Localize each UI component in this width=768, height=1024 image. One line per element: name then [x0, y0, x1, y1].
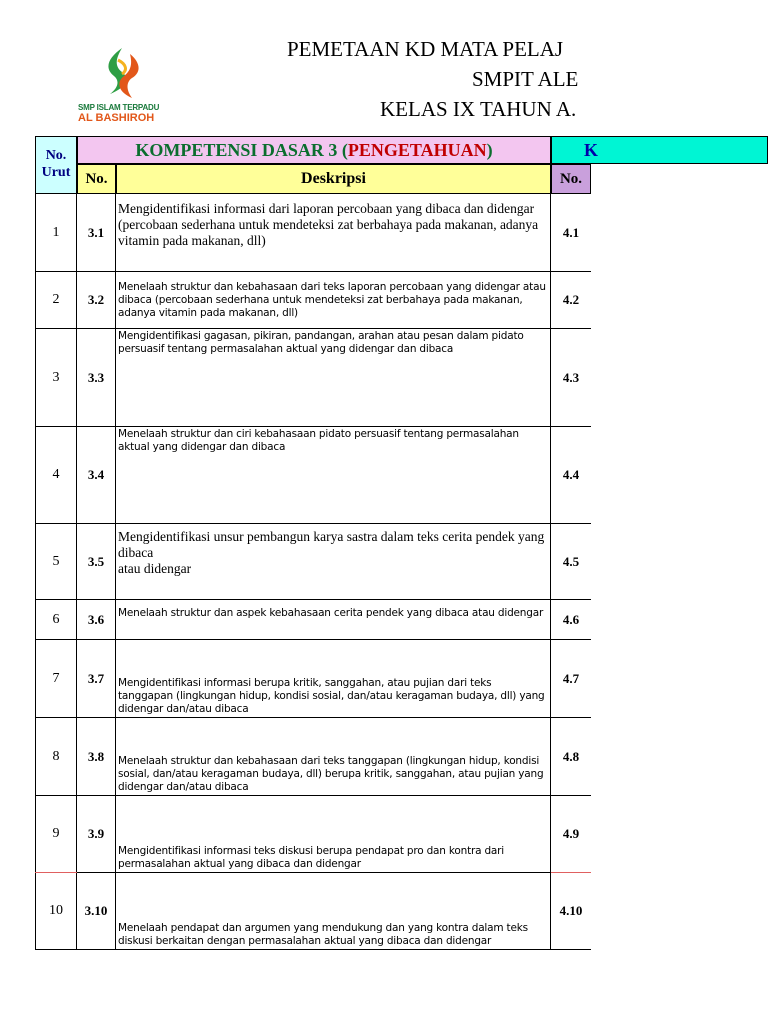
- row-3-no-urut: 3: [35, 329, 77, 427]
- row-8-no-urut: 8: [35, 718, 77, 796]
- title-line-3: KELAS IX TAHUN A.: [380, 97, 577, 121]
- row-6-no-urut: 6: [35, 600, 77, 640]
- row-9-deskripsi: [116, 796, 551, 873]
- row-7-kd4-no: 4.7: [551, 640, 591, 718]
- row-9-kd3-no: 3.9: [77, 796, 116, 873]
- row-1-no-urut: 1: [35, 194, 77, 272]
- deskripsi-text: Menelaah struktur dan kebahasaan dari teks laporan percobaan yang didengar atau dibaca (percobaan sederhana untuk mendeteksi zat berbahaya pada makanan, adanya vitamin pada makanan, dll): [118, 280, 546, 319]
- row-7-no-urut: 7: [35, 640, 77, 718]
- col-header-no-urut: No. Urut: [35, 136, 77, 194]
- row-6-kd4-no: 4.6: [551, 600, 591, 640]
- row-4-kd3-no: 3.4: [77, 427, 116, 524]
- row-5-kd3-no: 3.5: [77, 524, 116, 600]
- col-header-deskripsi: Deskripsi: [116, 164, 551, 194]
- deskripsi-text: Mengidentifikasi informasi berupa kritik, sanggahan, atau pujian dari teks tanggapan (lingkungan hidup, kondisi sosial, dan/atau keragaman budaya, dll) yang didengar dan/atau dibaca: [118, 677, 545, 715]
- title-line-2: SMPIT ALE: [472, 67, 579, 91]
- row-4-deskripsi: [116, 427, 551, 524]
- row-5-kd4-no: 4.5: [551, 524, 591, 600]
- col-header-no4: No.: [551, 164, 591, 194]
- deskripsi-text: Menelaah struktur dan ciri kebahasaan pidato persuasif tentang permasalahan aktual yang didengar dan dibaca: [118, 428, 519, 453]
- row-8-deskripsi: [116, 718, 551, 796]
- col-header-kd4: K: [551, 136, 768, 164]
- row-1-kd3-no: 3.1: [77, 194, 116, 272]
- divider: [551, 872, 591, 873]
- kd3-header-prefix: KOMPETENSI DASAR 3 (: [135, 140, 348, 160]
- kd3-header-highlight: PENGETAHUAN: [347, 140, 487, 160]
- row-3-deskripsi: [116, 329, 551, 427]
- title-line-1: PEMETAAN KD MATA PELAJ: [287, 37, 564, 61]
- row-8-kd4-no: 4.8: [551, 718, 591, 796]
- deskripsi-text: Menelaah struktur dan aspek kebahasaan cerita pendek yang dibaca atau didengar: [118, 607, 544, 619]
- deskripsi-text: Menelaah pendapat dan argumen yang mendukung dan yang kontra dalam teks diskusi berkaitan dengan permasalahan aktual yang dibaca dan didengar: [118, 922, 528, 947]
- row-7-kd3-no: 3.7: [77, 640, 116, 718]
- row-6-deskripsi: [116, 600, 551, 640]
- deskripsi-text: Mengidentifikasi informasi teks diskusi berupa pendapat pro dan kontra dari permasalahan aktual yang dibaca dan didengar: [118, 845, 505, 870]
- row-2-deskripsi: [116, 272, 551, 329]
- row-3-kd4-no: 4.3: [551, 329, 591, 427]
- row-10-no-urut: 10: [35, 873, 77, 950]
- col-header-no: No.: [77, 164, 116, 194]
- row-5-no-urut: 5: [35, 524, 77, 600]
- logo-text-top: SMP ISLAM TERPADU: [78, 103, 160, 112]
- row-2-no-urut: 2: [35, 272, 77, 329]
- col-header-kd3: [77, 136, 551, 164]
- row-1-kd4-no: 4.1: [551, 194, 591, 272]
- row-5-deskripsi: [116, 524, 551, 600]
- row-9-no-urut: 9: [35, 796, 77, 873]
- deskripsi-text: Mengidentifikasi unsur pembangun karya sastra dalam teks cerita pendek yang dibaca atau didengar: [118, 529, 545, 576]
- logo-text-bottom: AL BASHIROH: [78, 112, 155, 124]
- row-3-kd3-no: 3.3: [77, 329, 116, 427]
- row-4-no-urut: 4: [35, 427, 77, 524]
- row-4-kd4-no: 4.4: [551, 427, 591, 524]
- deskripsi-text: Mengidentifikasi gagasan, pikiran, pandangan, arahan atau pesan dalam pidato persuasif tentang permasalahan aktual yang didengar dan dibaca: [118, 330, 524, 355]
- row-10-deskripsi: [116, 873, 551, 950]
- row-2-kd3-no: 3.2: [77, 272, 116, 329]
- row-10-kd3-no: 3.10: [77, 873, 116, 950]
- row-2-kd4-no: 4.2: [551, 272, 591, 329]
- row-6-kd3-no: 3.6: [77, 600, 116, 640]
- row-10-kd4-no: 4.10: [551, 873, 591, 950]
- row-1-deskripsi: [116, 194, 551, 272]
- row-7-deskripsi: [116, 640, 551, 718]
- kd3-header-suffix: ): [486, 140, 493, 160]
- divider: [35, 872, 77, 873]
- row-8-kd3-no: 3.8: [77, 718, 116, 796]
- deskripsi-text: Mengidentifikasi informasi dari laporan percobaan yang dibaca dan didengar (percobaan sederhana untuk mendeteksi zat berbahaya pada makanan, adanya vitamin pada makanan, dll): [118, 201, 539, 248]
- row-9-kd4-no: 4.9: [551, 796, 591, 873]
- deskripsi-text: Menelaah struktur dan kebahasaan dari teks tanggapan (lingkungan hidup, kondisi sosial, dan/atau keragaman budaya, dll) berupa kritik, sanggahan, atau pujian yang didengar dan/atau dibaca: [118, 755, 544, 793]
